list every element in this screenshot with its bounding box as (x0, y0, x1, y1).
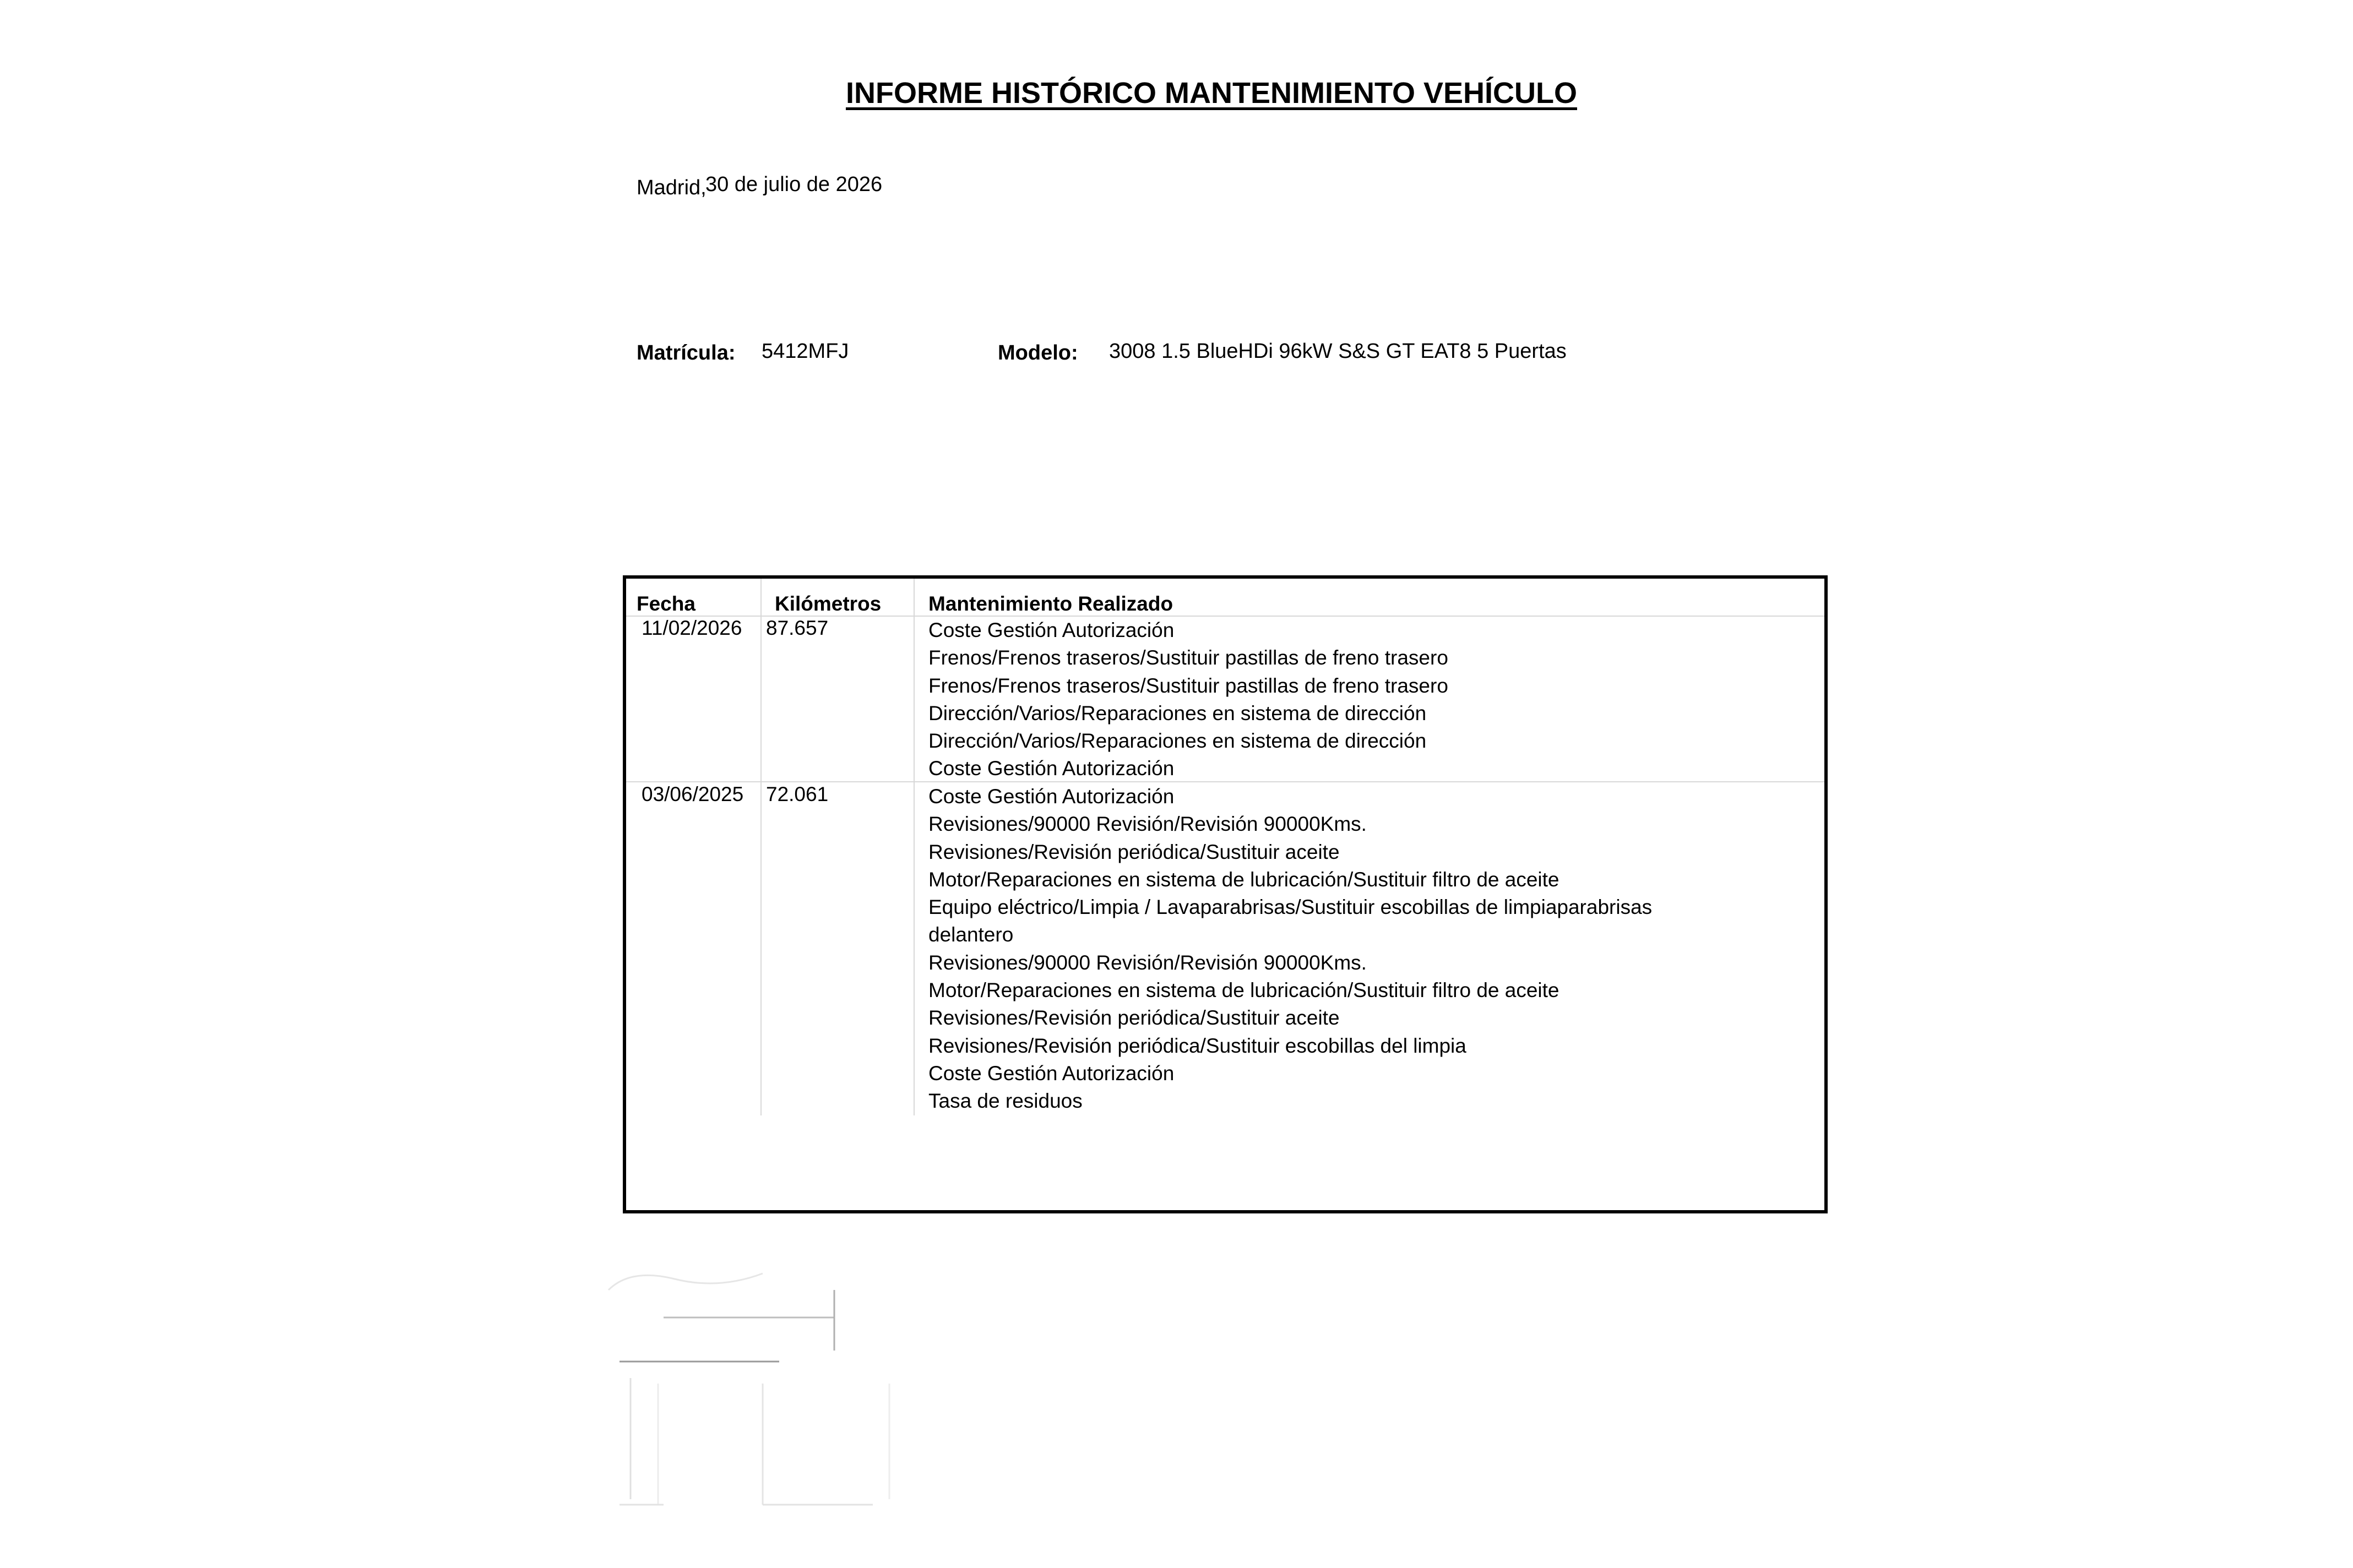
model-label: Modelo: (998, 341, 1078, 364)
row-date: 03/06/2025 (642, 783, 744, 805)
maintenance-item: Motor/Reparaciones en sistema de lubricación/Sustituir filtro de aceite (928, 979, 1559, 1002)
report-date: 30 de julio de 2026 (705, 173, 883, 196)
row-km: 72.061 (766, 783, 829, 805)
maintenance-item: Tasa de residuos (928, 1090, 1083, 1113)
column-header-date: Fecha (637, 592, 695, 615)
column-header-km: Kilómetros (775, 592, 882, 615)
maintenance-item: Motor/Reparaciones en sistema de lubricación/Sustituir filtro de aceite (928, 868, 1559, 891)
maintenance-item: Frenos/Frenos traseros/Sustituir pastillas de freno trasero (928, 646, 1448, 669)
plate-value: 5412MFJ (762, 340, 849, 363)
row-km: 87.657 (766, 617, 829, 639)
maintenance-item: Revisiones/Revisión periódica/Sustituir aceite (928, 1006, 1340, 1030)
maintenance-item: Revisiones/90000 Revisión/Revisión 90000Kms. (928, 813, 1367, 836)
maintenance-item: Dirección/Varios/Reparaciones en sistema de dirección (928, 729, 1427, 753)
column-divider (914, 579, 915, 1115)
document-title: INFORME HISTÓRICO MANTENIMIENTO VEHÍCULO (845, 77, 1577, 110)
maintenance-item: Revisiones/Revisión periódica/Sustituir aceite (928, 840, 1340, 863)
model-value: 3008 1.5 BlueHDi 96kW S&S GT EAT8 5 Puertas (1109, 340, 1567, 363)
plate-label: Matrícula: (637, 341, 736, 364)
maintenance-item: delantero (928, 923, 1014, 946)
maintenance-item: Coste Gestión Autorización (928, 1061, 1175, 1085)
maintenance-item: Revisiones/90000 Revisión/Revisión 90000Kms. (928, 951, 1367, 974)
maintenance-item: Coste Gestión Autorización (928, 757, 1175, 780)
column-divider (760, 579, 762, 1115)
maintenance-item: Revisiones/Revisión periódica/Sustituir escobillas del limpia (928, 1034, 1466, 1057)
maintenance-item: Frenos/Frenos traseros/Sustituir pastillas de freno trasero (928, 674, 1448, 697)
residue-stroke (608, 1273, 763, 1290)
maintenance-item: Dirección/Varios/Reparaciones en sistema de dirección (928, 701, 1427, 725)
maintenance-item: Equipo eléctrico/Limpia / Lavaparabrisas/Sustituir escobillas de limpiaparabrisas (928, 896, 1653, 919)
row-date: 11/02/2026 (642, 617, 742, 639)
column-header-maintenance: Mantenimiento Realizado (928, 592, 1173, 615)
maintenance-item: Coste Gestión Autorización (928, 785, 1175, 808)
erased-stamp-residue (597, 1257, 917, 1510)
maintenance-item: Coste Gestión Autorización (928, 619, 1175, 641)
report-place: Madrid, (637, 176, 707, 199)
maintenance-list (928, 617, 1448, 783)
maintenance-list (928, 783, 1652, 1115)
